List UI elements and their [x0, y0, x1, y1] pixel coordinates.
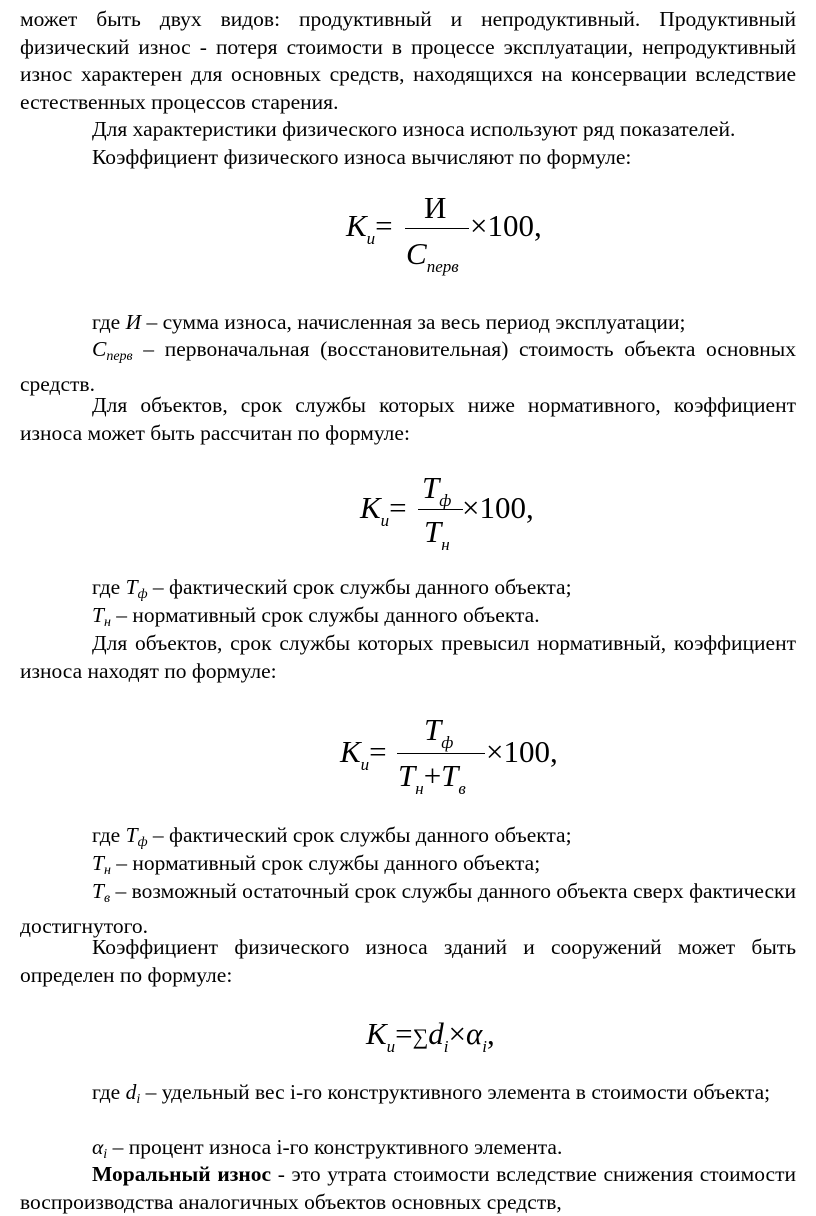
paragraph-def-C: $С_{перв}$ – первоначальная (восстановительная) стоимость объекта основных средств. [20, 337, 796, 396]
symbol-Tn: $Т_н$ [92, 851, 111, 878]
paragraph-def-I: где И – сумма износа, начисленная за весь период эксплуатации; [92, 310, 686, 334]
formula-denominator: С [406, 236, 427, 271]
symbol-C: $С_{перв}$ [92, 337, 133, 364]
paragraph-def-Tf-2: где $Т_ф$ – фактический срок службы данного объекта; [92, 823, 572, 850]
formula-denominator: $Т_н+Т_в$ [398, 758, 466, 798]
fraction-bar [397, 753, 485, 754]
paragraph-formula-intro-4: Коэффициент физического износа зданий и сооружений может быть определен по формуле: [20, 935, 796, 987]
formula-numerator: И [424, 190, 447, 225]
paragraph-formula-intro-1: Коэффициент физического износа вычисляют по формуле: [92, 145, 632, 169]
paragraph-def-Tn: $Т_н$ – нормативный срок службы данного объекта. [92, 603, 540, 630]
symbol-d: $d_i$ [125, 1080, 141, 1107]
formula-lhs: К [346, 208, 367, 243]
paragraph-def-alpha: $\alpha_i$ – процент износа i-го конструктивного элемента. [92, 1135, 563, 1162]
symbol-I: И [125, 310, 142, 334]
paragraph-indicators: Для характеристики физического износа используют ряд показателей. [92, 117, 736, 141]
term-moral-wear: Моральный износ [92, 1162, 272, 1186]
formula-eq: = [375, 208, 393, 243]
formula-tail: ×100, [486, 734, 558, 769]
formula-numerator: $Т_ф$ [424, 712, 454, 752]
formula-denominator: $Т_н$ [424, 514, 450, 554]
symbol-Tf: $Т_ф$ [125, 823, 148, 850]
paragraph-formula-intro-2: Для объектов, срок службы которых ниже нормативного, коэффициент износа может быть рассчитан по формуле: [20, 393, 796, 445]
symbol-Tv: $Т_в$ [92, 879, 111, 906]
paragraph-def-Tv: $Т_в$ – возможный остаточный срок службы данного объекта сверх фактически достигнутого. [20, 879, 796, 938]
fraction-bar [405, 228, 469, 229]
symbol-Tn: $Т_н$ [92, 603, 111, 630]
formula-tail: ×100, [470, 208, 542, 243]
formula-tail: ×100, [462, 490, 534, 525]
formula-lhs-sub: и [366, 229, 376, 248]
symbol-alpha: $\alpha_i$ [92, 1135, 108, 1162]
document-page: может быть двух видов: продуктивный и непродуктивный. Продуктивный физический износ - потеря стоимости в процессе эксплуатации, непродуктивный износ характерен для основных средств, находящихся на консервации вследствие естественных процессов старения. Для характеристики физического износа используют ряд показателей. Коэффициент физического износа вычисляют по формуле: $К_и=$ И $С_{перв}$ ×100, где И – сумма износа, начисленная за весь период эксплуатации; $С_{перв}$ – первоначальная (восстановительная) стоимость объекта основных средств. Для объектов, срок службы которых ниже нормативного, коэффициент износа может быть рассчитан по формуле: $К_и=$ $Т_ф$ $Т_н$ ×100, где $Т_ф$ – фактический срок службы данного объекта; $Т_н$ – нормативный срок службы данного объекта. Для объектов, срок службы которых превысил нормативный, коэффициент износа находят по формуле: $К_и=$ $Т_ф$ $Т_н+Т_в$ ×100, где $Т_ф$ – фактический срок службы данного объекта; $Т_н$ – нормативный срок службы данного объекта; $Т_в$ – возможный остаточный срок службы данного объекта сверх фактически достигнутого. Коэффициент физического износа зданий и сооружений может быть определен по формуле: $К_и=\sum d_i\times\alpha_i$, где $d_i$ – удельный вес i-го конструктивного элемента в стоимости объекта; $\alpha_i$ – процент износа i-го конструктивного элемента. Моральный износ - это утрата стоимости вследствие снижения стоимости воспроизводства аналогичных объектов основных средств, [0, 0, 816, 1214]
symbol-Tf: $Т_ф$ [125, 575, 148, 602]
paragraph-moral-wear: Моральный износ - это утрата стоимости вследствие снижения стоимости воспроизводства аналогичных объектов основных средств, [20, 1162, 796, 1214]
paragraph-def-d: где $d_i$ – удельный вес i-го конструктивного элемента в стоимости объекта; [92, 1080, 771, 1107]
formula-denominator-sub: перв [426, 257, 459, 276]
paragraph-wear-types: может быть двух видов: продуктивный и непродуктивный. Продуктивный физический износ - потеря стоимости в процессе эксплуатации, непродуктивный износ характерен для основных средств, находящихся на консервации вследствие естественных процессов старения. [20, 7, 796, 114]
paragraph-def-Tn-2: $Т_н$ – нормативный срок службы данного объекта; [92, 851, 541, 878]
formula-numerator: $Т_ф$ [422, 470, 452, 510]
fraction-bar [418, 509, 463, 510]
paragraph-formula-intro-3: Для объектов, срок службы которых превысил нормативный, коэффициент износа находят по формуле: [20, 631, 796, 683]
paragraph-def-Tf: где $Т_ф$ – фактический срок службы данного объекта; [92, 575, 572, 602]
